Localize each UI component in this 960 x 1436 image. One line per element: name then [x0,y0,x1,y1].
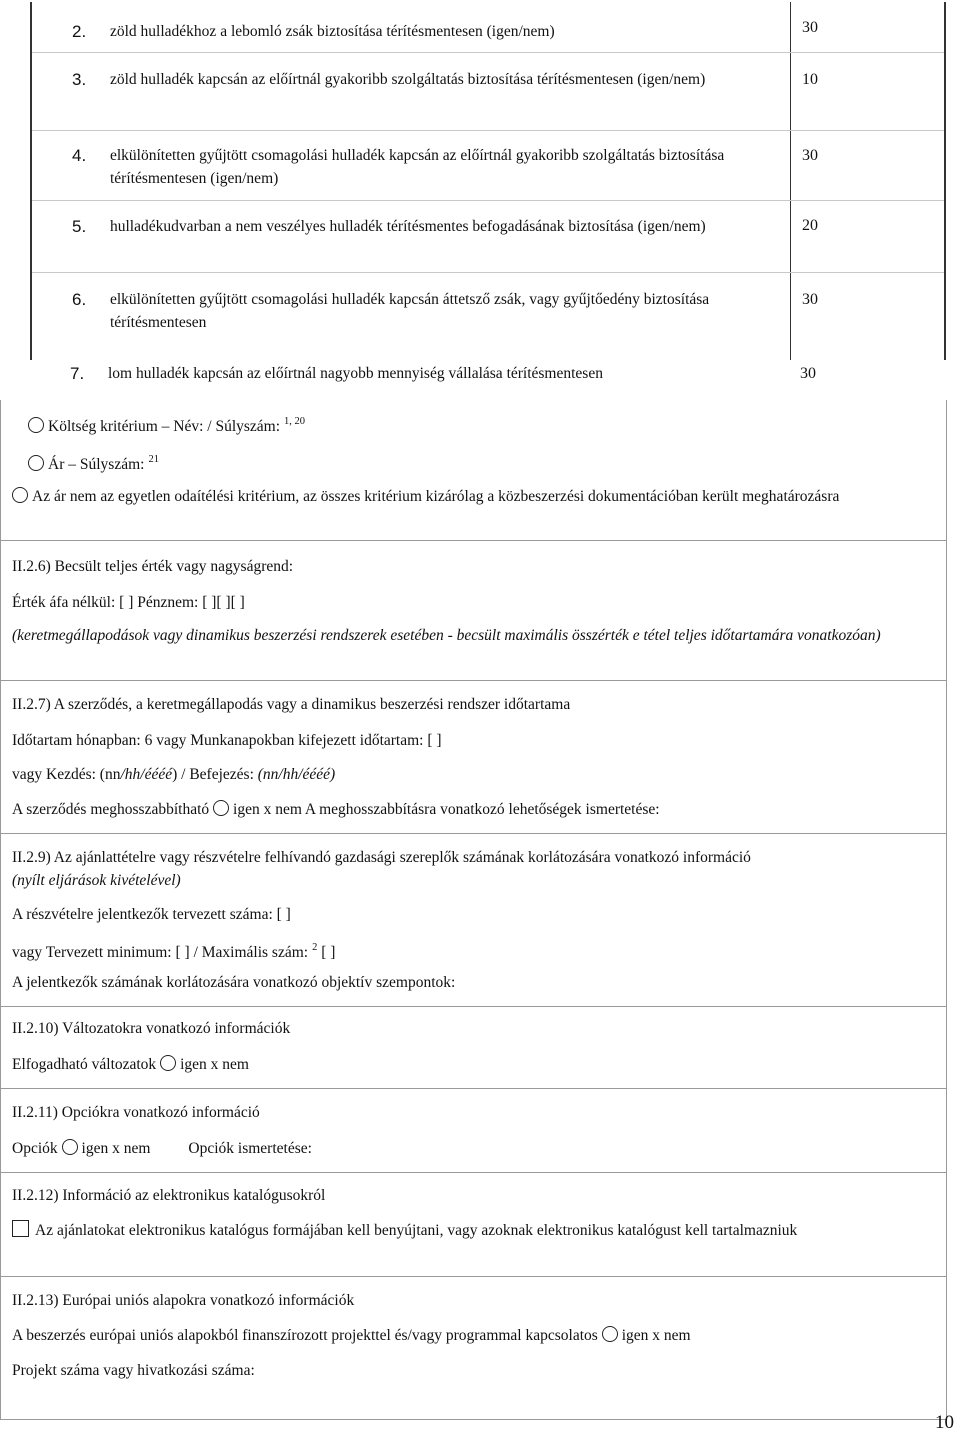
price-criterion-option[interactable]: Ár – Súlyszám: $^{21}$ [28,448,958,476]
section-heading-2-2-7: II.2.7) A szerződés, a keretmegállapodás vagy a dinamikus beszerzési rendszer időtartama [12,696,571,713]
row-text: zöld hulladékhoz a lebomló zsák biztosítása térítésmentesen (igen/nem) [110,23,555,40]
row-text: zöld hulladék kapcsán az előírtnál gyakoribb szolgáltatás biztosítása térítésmentesen (igen/nem) [110,71,706,88]
row-text: hulladékudvarban a nem veszélyes hulladék térítésmentes befogadásának biztosítása (igen/nem) [110,218,706,235]
row-number: 7. [70,364,85,383]
row-text: elkülönítetten gyűjtött csomagolási hulladék kapcsán áttetsző zsák, vagy gyűjtőedény biztosítása térítésmentesen [110,291,710,331]
row-weight: 30 [802,19,818,36]
duration-line: Időtartam hónapban: 6 vagy Munkanapokban kifejezett időtartam: [ ] [12,732,442,749]
row-weight: 10 [802,71,818,88]
objective-criteria-line: A jelentkezők számának korlátozására vonatkozó objektív szempontok: [12,974,456,991]
section-frame-right [946,400,947,1420]
section-divider [0,1172,946,1173]
row-text: lom hulladék kapcsán az előírtnál nagyobb mennyiség vállalása térítésmentesen [108,365,603,382]
radio-button-icon[interactable] [12,487,28,503]
row-divider [32,200,944,201]
section-divider [0,1276,946,1277]
radio-button-icon[interactable] [62,1139,78,1155]
section-divider [0,680,946,681]
row-divider [32,272,944,273]
checkbox-icon[interactable] [12,1220,29,1237]
page-number: 10 [935,1412,954,1433]
row-divider [32,130,944,131]
row-number: 5. [72,217,87,236]
row-number: 6. [72,290,87,309]
table-column-divider [790,2,791,360]
row-text: elkülönítetten gyűjtött csomagolási hulladék kapcsán az előírtnál gyakoribb szolgáltatás biztosítása térítésmentesen (igen/nem) [110,147,725,187]
radio-button-icon[interactable] [28,417,44,433]
section-heading-2-2-10: II.2.10) Változatokra vonatkozó információk [12,1020,291,1037]
dates-line: vagy Kezdés: (nn/hh/éééé) / Befejezés: (nn/hh/éééé) [12,766,336,783]
section-divider [0,833,946,834]
criteria-table [30,2,946,360]
row-weight: 30 [802,291,818,308]
section-frame-left [0,400,1,1420]
radio-button-icon[interactable] [160,1055,176,1071]
row-number: 3. [72,70,87,89]
radio-button-icon[interactable] [28,455,44,471]
row-number: 2. [72,22,87,41]
cost-criterion-option[interactable]: Költség kritérium – Név: / Súlyszám: $^{1, 20}$ [28,410,958,438]
section-heading-2-2-12: II.2.12) Információ az elektronikus katalógusokról [12,1187,326,1204]
row-divider [32,52,944,53]
planned-participants-line: A részvételre jelentkezők tervezett száma: [ ] [12,906,291,923]
section-divider [0,1088,946,1089]
project-number-line: Projekt száma vagy hivatkozási száma: [12,1362,255,1379]
row-weight: 30 [800,365,816,382]
row-weight: 30 [802,147,818,164]
min-max-line: vagy Tervezett minimum: [ ] / Maximális szám: $^2$ [ ] [12,942,336,961]
section-divider [0,1419,946,1420]
section-heading-2-2-13: II.2.13) Európai uniós alapokra vonatkozó információk [12,1292,355,1309]
radio-button-icon[interactable] [213,800,229,816]
radio-button-icon[interactable] [602,1326,618,1342]
extension-line: A szerződés meghosszabbítható igen x nem A meghosszabbításra vonatkozó lehetőségek ismertetése: [12,801,660,818]
row-number: 4. [72,146,87,165]
section-heading-2-2-6: II.2.6) Becsült teljes érték vagy nagyságrend: [12,558,294,575]
e-catalogue-option[interactable]: Az ajánlatokat elektronikus katalógus formájában kell benyújtani, vagy azoknak elektronikus katalógust kell tartalmazniuk [12,1219,942,1242]
estimated-value-line: Érték áfa nélkül: [ ] Pénznem: [ ][ ][ ] [12,594,245,611]
section-divider [0,540,946,541]
row-weight: 20 [802,217,818,234]
eu-funds-line: A beszerzés európai uniós alapokból finanszírozott projekttel és/vagy programmal kapcsolatos igen x nem [12,1327,691,1344]
section-divider [0,1006,946,1007]
estimated-value-note: (keretmegállapodások vagy dinamikus beszerzési rendszerek esetében - becsült maximális összérték e tétel teljes időtartamára vonatkozóan) [12,627,881,644]
options-line: Opciók igen x nem Opciók ismertetése: [12,1140,312,1157]
section-heading-2-2-11: II.2.11) Opciókra vonatkozó információ [12,1104,260,1121]
variants-line: Elfogadható változatok igen x nem [12,1056,249,1073]
not-only-price-option[interactable]: Az ár nem az egyetlen odaítélési kritérium, az összes kritérium kizárólag a közbeszerzési dokumentációban került meghatározásra [12,485,942,508]
section-heading-2-2-9: II.2.9) Az ajánlattételre vagy részvételre felhívandó gazdasági szereplők számának korlátozására vonatkozó információ (nyílt eljárások kivételével) [12,849,751,889]
